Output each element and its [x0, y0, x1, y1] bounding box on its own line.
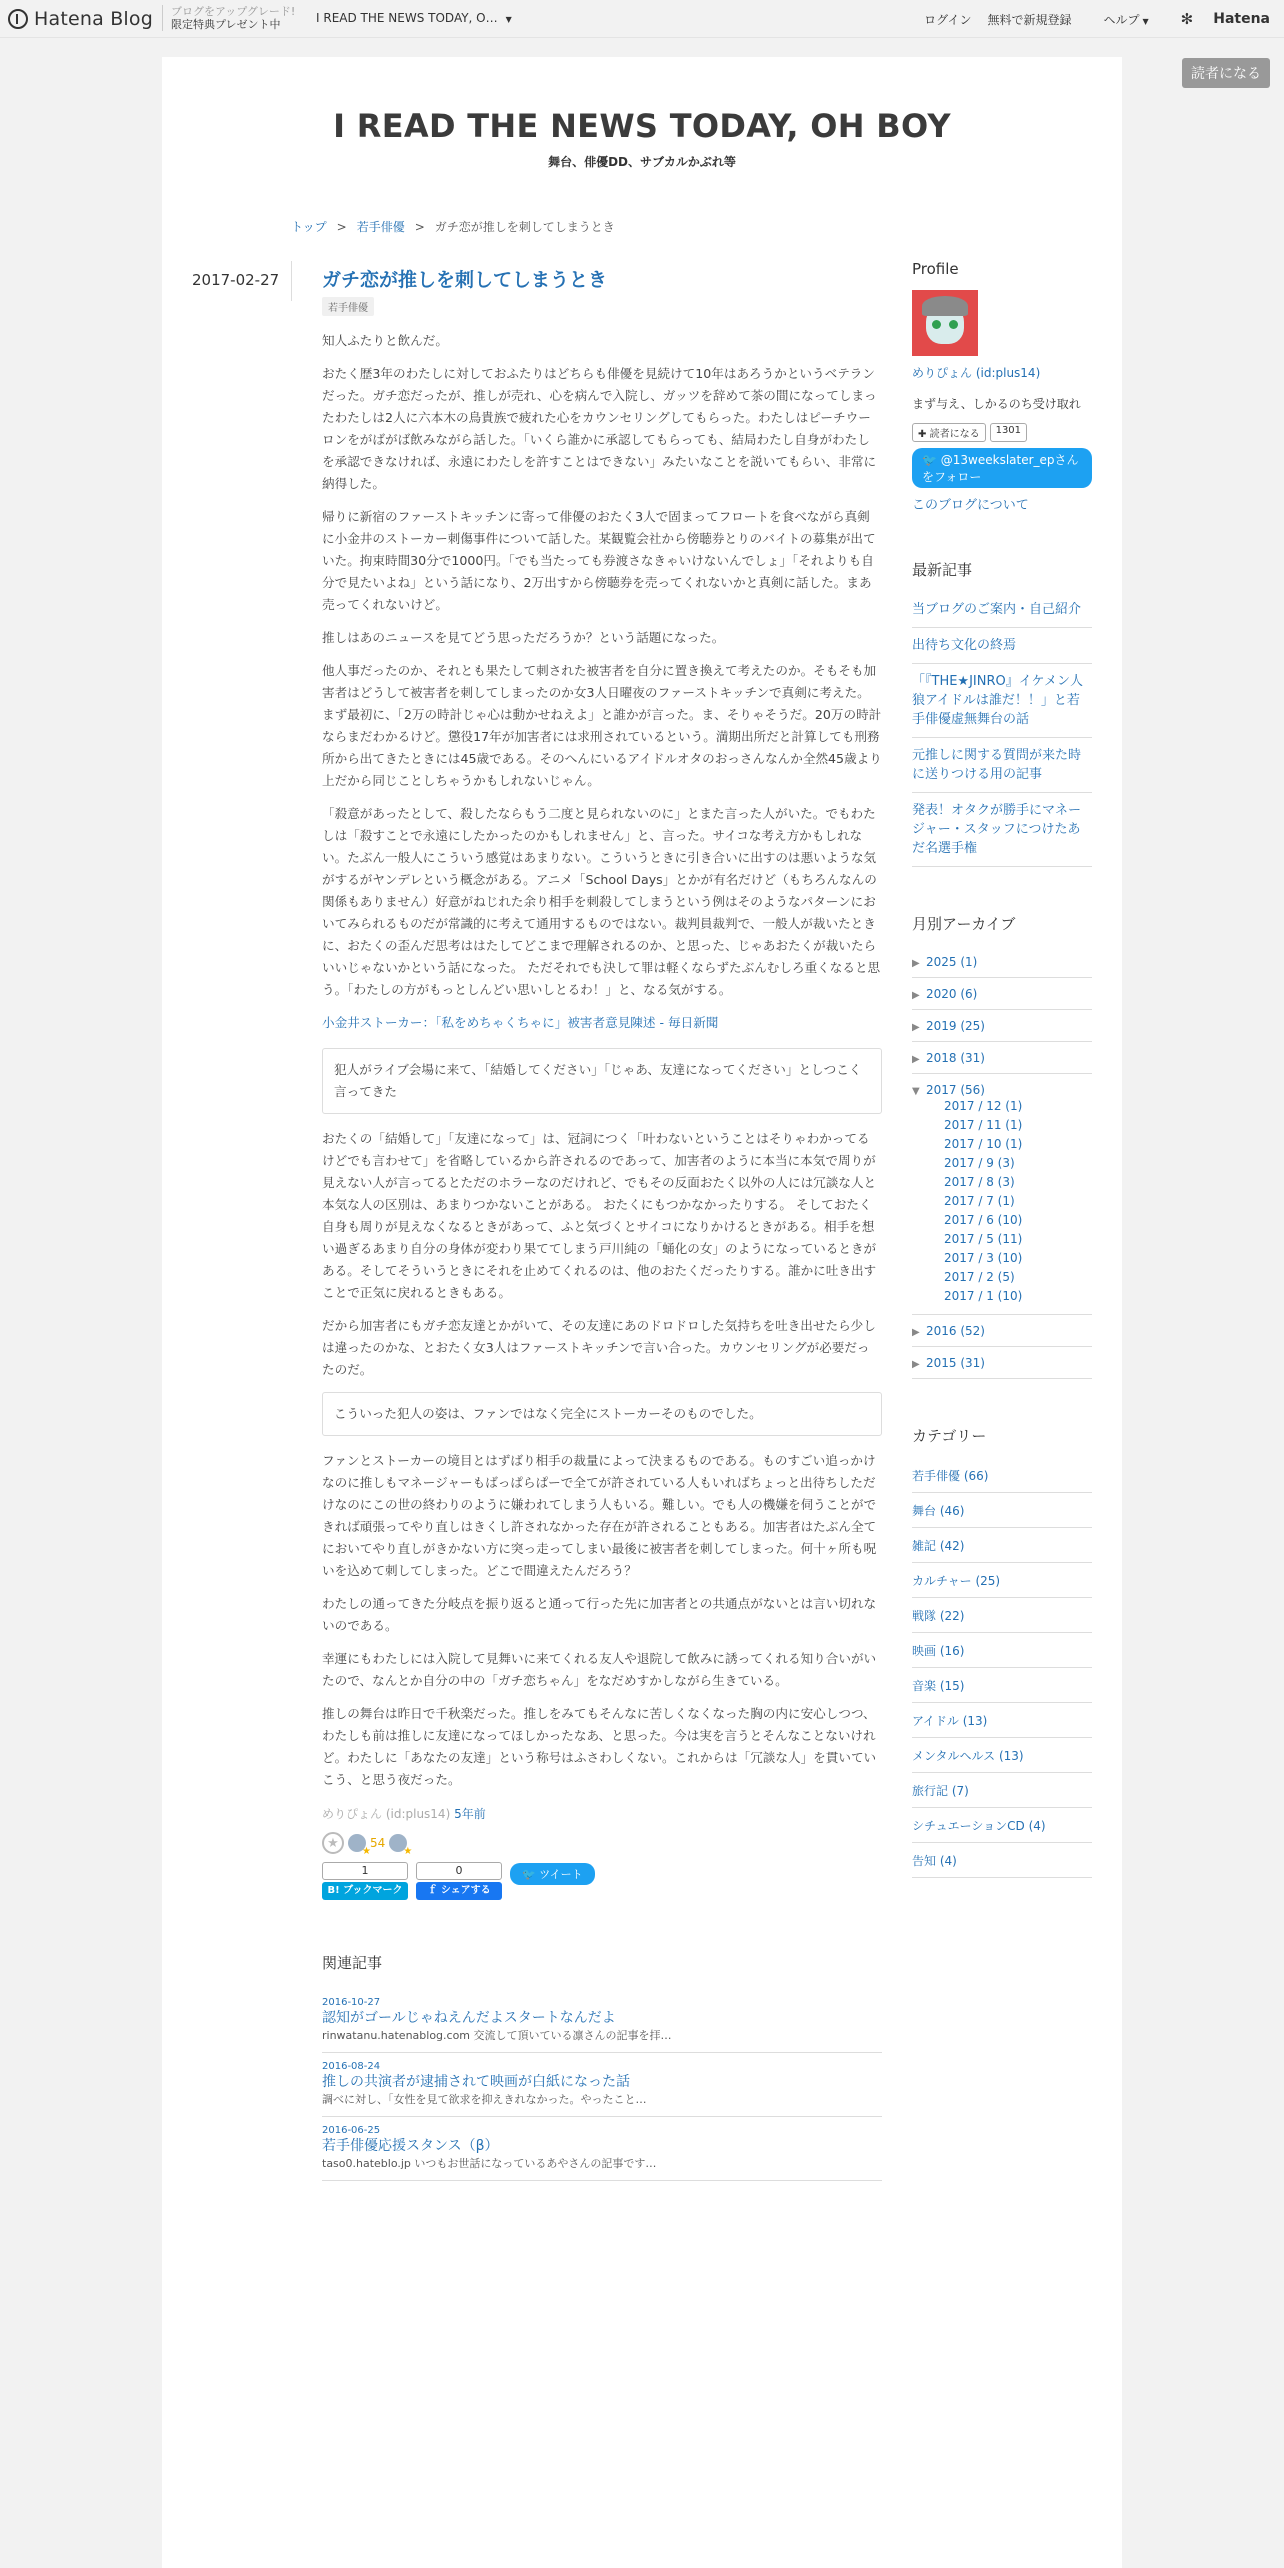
entry-category-tag[interactable]: 若手俳優 — [322, 297, 374, 316]
global-header — [0, 0, 1284, 38]
subscribe-button[interactable]: 読者になる — [1182, 58, 1270, 88]
archive-year-label: 2015 (31) — [926, 1356, 985, 1370]
paragraph: 「殺意があったとして、殺したならもう二度と見られないのに」とまた言った人がいた。でもわたしは「殺すことで永遠にしたかったのかもしれません」と、言った。サイコな考え方かもしれない。たぶん一般人にこういう感覚はあまりない。こういうときに引き合いに出すのは悪いような気がするがヤンデレという概念がある。アニメ「School Days」とかが有名だけど（もちろんなんの関係もありません）好意がねじれた余り相手を刺殺してしまうという例はそのようなパターンにおいてみられるものだが常識的に考えて通用するものではない。裁判員裁判で、一般人が裁いたときに、おたくの歪んだ思考ははたしてどこまで理解されるのか、と思った、じゃあおたくが裁いたらいいじゃないかという話になった。 ただそれでも決して罪は軽くならずたぶんむしろ重くなると思う。「わたしの方がもっとしんどい思いしとるわ！」と、なる気がする。 — [322, 806, 881, 997]
star-user-avatar[interactable] — [348, 1834, 366, 1852]
follow-label: @13weekslater_epさんをフォロー — [922, 453, 1079, 484]
category-item[interactable]: 告知 (4) — [912, 1843, 1092, 1878]
entry-date[interactable]: 2017-02-27 — [192, 271, 280, 289]
profile-heading: Profile — [912, 260, 959, 278]
related-date[interactable]: 2016-08-24 — [322, 2061, 381, 2072]
recent-entry[interactable]: 「『THE★JINRO』イケメン人狼アイドルは誰だ！！」と若手俳優虚無舞台の話 — [912, 664, 1092, 738]
triangle-right-icon: ▶ — [912, 990, 920, 1001]
star-user-avatar[interactable] — [389, 1834, 407, 1852]
breadcrumb — [291, 218, 615, 235]
tweet-label: ツイート — [539, 1868, 583, 1881]
triangle-right-icon: ▶ — [912, 1054, 920, 1065]
blockquote: こういった犯人の姿は、ファンではなく完全にストーカーそのものでした。 — [322, 1392, 882, 1436]
bookmark-label: B! ブックマーク — [322, 1882, 408, 1900]
share-count: 0 — [416, 1862, 502, 1880]
category-item[interactable]: 音楽 (15) — [912, 1668, 1092, 1703]
share-buttons — [322, 1862, 882, 1900]
category-item[interactable]: 映画 (16) — [912, 1633, 1092, 1668]
hatena-blog-logo-icon — [8, 9, 28, 29]
blog-menu[interactable] — [316, 11, 512, 25]
twitter-follow-button[interactable] — [912, 448, 1092, 488]
paragraph: ファンとストーカーの境目とはずばり相手の裁量によって決まるものである。ものすごい追っかけなのに推しもマネージャーもばっぱらぱーで全てが許されている人もいればちょっと出待ちしただけなのにこの世の終わりのように嫌われてしまう人もいる。難しい。でも人の機嫌を伺うことができれば頑張ってやり直しはきくし許されなかった存在が許されることもある。加害者はたぶん全てにおいてやり直しがきかない方に突っ走ってしまい最後に被害者を刺してしまった。何十ヶ所も呪いを込めて刺してしまった。どこで間違えたんだろう？ — [322, 1453, 877, 1578]
category-item[interactable]: 旅行記 (7) — [912, 1773, 1092, 1808]
paragraph: わたしの通ってきた分岐点を振り返ると通って行った先に加害者との共通点がないとは言い切れないのである。 — [322, 1596, 877, 1633]
category-item[interactable]: シチュエーションCD (4) — [912, 1808, 1092, 1843]
archive-year-open[interactable] — [912, 1074, 1092, 1315]
category-item[interactable]: メンタルヘルス (13) — [912, 1738, 1092, 1773]
category-heading: カテゴリー — [912, 1427, 987, 1445]
triangle-right-icon: ▶ — [912, 1359, 920, 1370]
blog-title[interactable]: I READ THE NEWS TODAY, OH BOY — [333, 107, 951, 145]
archive-month[interactable]: 2017 / 6 (10) — [944, 1213, 1023, 1227]
related-snippet: 調べに対し、「女性を見て欲求を抑えきれなかった。やったこと… — [322, 2093, 647, 2106]
entry — [322, 267, 882, 2181]
hatena-menu[interactable] — [1165, 10, 1270, 28]
archive-year-label: 2018 (31) — [926, 1051, 985, 1065]
triangle-right-icon: ▶ — [912, 1022, 920, 1033]
archive-year[interactable] — [912, 946, 1092, 978]
help-menu[interactable] — [1087, 11, 1148, 28]
entry-title[interactable]: ガチ恋が推しを刺してしまうとき — [322, 269, 608, 291]
category-item[interactable]: 若手俳優 (66) — [912, 1458, 1092, 1493]
recent-entry[interactable]: 発表！オタクが勝手にマネージャー・スタッフにつけたあだ名選手権 — [912, 793, 1092, 867]
upgrade-promo[interactable] — [162, 5, 295, 31]
news-link[interactable]: 小金井ストーカー：「私をめちゃくちゃに」被害者意見陳述 - 毎日新聞 — [322, 1015, 719, 1030]
related-snippet: rinwatanu.hatenablog.com 交流して頂いている凛さんの記事を拝… — [322, 2029, 672, 2042]
recent-entries — [912, 559, 1092, 867]
login-link[interactable]: ログイン — [924, 12, 972, 27]
date-divider — [291, 261, 292, 301]
archive-year[interactable] — [912, 978, 1092, 1010]
category-item[interactable]: 舞台 (46) — [912, 1493, 1092, 1528]
related-date[interactable]: 2016-06-25 — [322, 2125, 381, 2136]
chevron-down-icon: ▼ — [505, 15, 512, 24]
category-item[interactable]: 戦隊 (22) — [912, 1598, 1092, 1633]
blog-description: 舞台、俳優DD、サブカルかぶれ等 — [548, 155, 736, 169]
entry-body — [322, 330, 882, 1791]
paragraph: だから加害者にもガチ恋友達とかがいて、その友達にあのドロドロした気持ちを吐き出せたら少しは違ったのかな、とおたく女3人はファーストキッチンで言い合った。カウンセリングが必要だったのだ。 — [322, 1318, 876, 1377]
tweet-button[interactable] — [510, 1863, 595, 1885]
profile-avatar[interactable] — [912, 290, 978, 356]
archive-year[interactable] — [912, 1010, 1092, 1042]
facebook-share-label — [416, 1882, 502, 1900]
recent-entry[interactable]: 元推しに関する質問が来た時に送りつける用の記事 — [912, 738, 1092, 793]
related-item[interactable] — [322, 1989, 882, 2053]
archive-month[interactable]: 2017 / 11 (1) — [944, 1118, 1023, 1132]
blog-container — [162, 57, 1122, 2568]
hatena-bookmark-button[interactable] — [322, 1862, 408, 1900]
paragraph: 帰りに新宿のファーストキッチンに寄って俳優のおたく3人で固まってフロートを食べながら真剣に小金井のストーカー刺傷事件について話した。某観覧会社から傍聴券とりのバイトの募集が出ていた。拘束時間30分で1000円。「でも当たっても券渡さなきゃいけないんでしょ」「それよりも自分で見たいよね」という話になり、2万出すから傍聴券を売ってくれないかと真剣に話した。まあ売ってくれないけど。 — [322, 509, 876, 612]
avatar-eye — [932, 320, 941, 329]
avatar-hat — [922, 296, 968, 316]
archive-year-label: 2017 (56) — [926, 1083, 985, 1097]
paragraph: おたくの「結婚して」「友達になって」は、冠詞につく「叶わないということはそりゃわかってるけどでも言わせて」を省略しているから許されるのであって、加害者のように本当に本気で周りが見えない人が言ってるとただのホラーなのだけれど、でもその反面おたく以外の人には冗談な人と本気な人の区別は、あまりつかないことがある。 おたくにもつかなかったりする。 そしておたく自身も周りが見えなくなるときがあって、ふと気づくとサイコになりかけるときがある。相手を想い過ぎるあまり自分の身体が変わり果ててしまう戸川純の「蛹化の女」のようになっているときがある。そしてそういうときにそれを止めてくれるのは、他のおたくだったりする。誰かに吐き出すことで正気に戻れるときもある。 — [322, 1131, 877, 1300]
related-item[interactable] — [322, 2117, 882, 2181]
entry-permalink[interactable]: 5年前 — [454, 1807, 486, 1821]
archive-year[interactable] — [912, 1042, 1092, 1074]
related-title[interactable]: 認知がゴールじゃねえんだよスタートなんだよ — [322, 2010, 616, 2026]
avatar-eye — [949, 320, 958, 329]
archive-month[interactable]: 2017 / 12 (1) — [944, 1099, 1023, 1113]
related-snippet: taso0.hateblo.jp いつもお世話になっているあやさんの記事です… — [322, 2157, 657, 2170]
triangle-right-icon: ▶ — [912, 958, 920, 969]
paragraph: 幸運にもわたしには入院して見舞いに来てくれる友人や退院して飲みに誘ってくれる知り合いがいたので、なんとか自分の中の「ガチ恋ちゃん」をなだめすかしながら生きている。 — [322, 1651, 877, 1688]
facebook-icon: ｆ — [427, 1885, 438, 1896]
promo-line2: 限定特典プレゼント中 — [171, 18, 281, 31]
twitter-bird-icon: 🐦 — [522, 1868, 536, 1881]
categories — [912, 1425, 1092, 1878]
about-blog-link[interactable]: このブログについて — [912, 498, 1029, 513]
subscriber-count[interactable]: 1301 — [990, 423, 1027, 442]
hatena-blog-logo[interactable] — [8, 6, 153, 32]
archive-year[interactable] — [912, 1347, 1092, 1379]
recent-entry[interactable]: 出待ち文化の終焉 — [912, 628, 1092, 664]
category-item[interactable]: 雑記 (42) — [912, 1528, 1092, 1563]
breadcrumb-sep: > — [336, 220, 347, 234]
paragraph: おたく歴3年のわたしに対しておふたりはどちらも俳優を見続けて10年はあろうかというベテランだった。ガチ恋だったが、推しが売れ、心を病んで入院し、ガッツを辞めて茶の間になってしまったわたしは2人に六本木の鳥貴族で疲れた心をカウンセリングしてもらった。わたしはピーチウーロンをがばがば飲みながら話した。「いくら誰かに承認してもらっても、結局わたし自身がわたしを承認できなければ、永遠にわたしを許すことはできない」みたいなことを説いてもらい、非常に納得した。 — [322, 366, 877, 491]
related-item[interactable] — [322, 2053, 882, 2117]
chevron-down-icon: ▼ — [1142, 16, 1149, 26]
archive-heading: 月別アーカイブ — [912, 915, 1016, 933]
paragraph: 推しの舞台は昨日で千秋楽だった。推しをみてもそんなに苦しくなくなった胸の内に安心しつつ、わたしも前は推しに友達になってほしかったなあ、と思った。今は実を言うとそんなことないけれど。わたしに「あなたの友達」という称号はふさわしくない。これからは「冗談な人」を貫いていこう、と思う夜だった。 — [322, 1706, 877, 1787]
category-item[interactable]: アイドル (13) — [912, 1703, 1092, 1738]
hatena-asterisk-icon: ✻ — [1180, 10, 1194, 28]
archive-month[interactable]: 2017 / 1 (10) — [944, 1289, 1023, 1303]
blog-menu-label: I READ THE NEWS TODAY, O… — [316, 11, 498, 25]
triangle-right-icon: ▶ — [912, 1327, 920, 1338]
promo-line1: ブログをアップグレード! — [171, 5, 296, 18]
archive-month[interactable]: 2017 / 8 (3) — [944, 1175, 1015, 1189]
star-count[interactable]: 54 — [370, 1836, 386, 1850]
bookmark-count: 1 — [322, 1862, 408, 1880]
related-title[interactable]: 若手俳優応援スタンス（β） — [322, 2138, 499, 2154]
author[interactable]: めりぴょん (id:plus14) — [322, 1807, 451, 1821]
breadcrumb-top[interactable]: トップ — [291, 220, 327, 234]
breadcrumb-sep: > — [414, 220, 425, 234]
subscribe-label: 読者になる — [929, 429, 980, 440]
blockquote: 犯人がライブ会場に来て、「結婚してください」「じゃあ、友達になってください」としつこく言ってきた — [322, 1048, 882, 1114]
profile-name[interactable]: めりぴょん (id:plus14) — [912, 366, 1041, 380]
plus-icon: ✚ — [918, 429, 927, 440]
related-title[interactable]: 推しの共演者が逮捕されて映画が白紙になった話 — [322, 2074, 630, 2090]
facebook-share-button[interactable] — [416, 1862, 502, 1900]
archive-month[interactable]: 2017 / 9 (3) — [944, 1156, 1015, 1170]
recent-entry[interactable]: 当ブログのご案内・自己紹介 — [912, 592, 1092, 628]
archive-year-label: 2020 (6) — [926, 987, 978, 1001]
archive-year-label: 2019 (25) — [926, 1019, 985, 1033]
share-label: シェアする — [440, 1885, 491, 1896]
sidebar — [912, 260, 1092, 1878]
related-entries — [322, 1952, 882, 2181]
paragraph: 他人事だったのか、それとも果たして刺された被害者を自分に置き換えて考えたのか。そもそも加害者はどうして被害者を刺してしまったのか女3人日曜夜のファーストキッチンで真剣に考えた。 まず最初に、「2万の時計じゃ心は動かせねえよ」と誰かが言った。ま、そりゃそうだ。20万の時計ならまだわかるけど。懲役17年が加害者には求刑されているという。満期出所だと計算しても刑務所から出てきたときには45歳である。そのへんにいるアイドルオタのおっさんなんか全然45歳より上だから同じことしちゃうかもしれないじゃん。 — [322, 663, 882, 788]
archive-year-label: 2016 (52) — [926, 1324, 985, 1338]
add-star-icon[interactable]: ★ — [322, 1832, 344, 1854]
hatena-label: Hatena — [1213, 11, 1270, 27]
archive-months — [912, 1097, 1092, 1306]
archive-month[interactable]: 2017 / 2 (5) — [944, 1270, 1015, 1284]
subscribe-widget — [912, 423, 1092, 442]
triangle-down-icon: ▼ — [912, 1086, 920, 1097]
related-heading: 関連記事 — [322, 1954, 383, 1972]
archive-month[interactable]: 2017 / 5 (11) — [944, 1232, 1023, 1246]
help-label: ヘルプ — [1103, 12, 1140, 27]
twitter-bird-icon: 🐦 — [922, 453, 937, 467]
archive-month[interactable]: 2017 / 7 (1) — [944, 1194, 1015, 1208]
paragraph: 推しはあのニュースを見てどう思っただろうか？という話題になった。 — [322, 630, 725, 645]
archive-month[interactable]: 2017 / 10 (1) — [944, 1137, 1023, 1151]
related-date[interactable]: 2016-10-27 — [322, 1997, 381, 2008]
header-actions — [908, 10, 1270, 28]
recent-heading: 最新記事 — [912, 561, 973, 579]
profile-description: まず与え、しかるのち受け取れ — [912, 397, 1081, 411]
category-item[interactable]: カルチャー (25) — [912, 1563, 1092, 1598]
signup-link[interactable]: 無料で新規登録 — [987, 12, 1072, 27]
entry-footer — [322, 1805, 882, 1822]
breadcrumb-current: ガチ恋が推しを刺してしまうとき — [434, 220, 615, 234]
breadcrumb-category[interactable]: 若手俳優 — [356, 220, 405, 234]
star-area — [322, 1832, 882, 1854]
monthly-archive — [912, 913, 1092, 1379]
archive-year[interactable] — [912, 1315, 1092, 1347]
sidebar-subscribe-button[interactable] — [912, 423, 986, 442]
logo-text: Hatena Blog — [34, 8, 153, 30]
archive-year-label: 2025 (1) — [926, 955, 978, 969]
paragraph: 知人ふたりと飲んだ。 — [322, 333, 448, 348]
archive-month[interactable]: 2017 / 3 (10) — [944, 1251, 1023, 1265]
